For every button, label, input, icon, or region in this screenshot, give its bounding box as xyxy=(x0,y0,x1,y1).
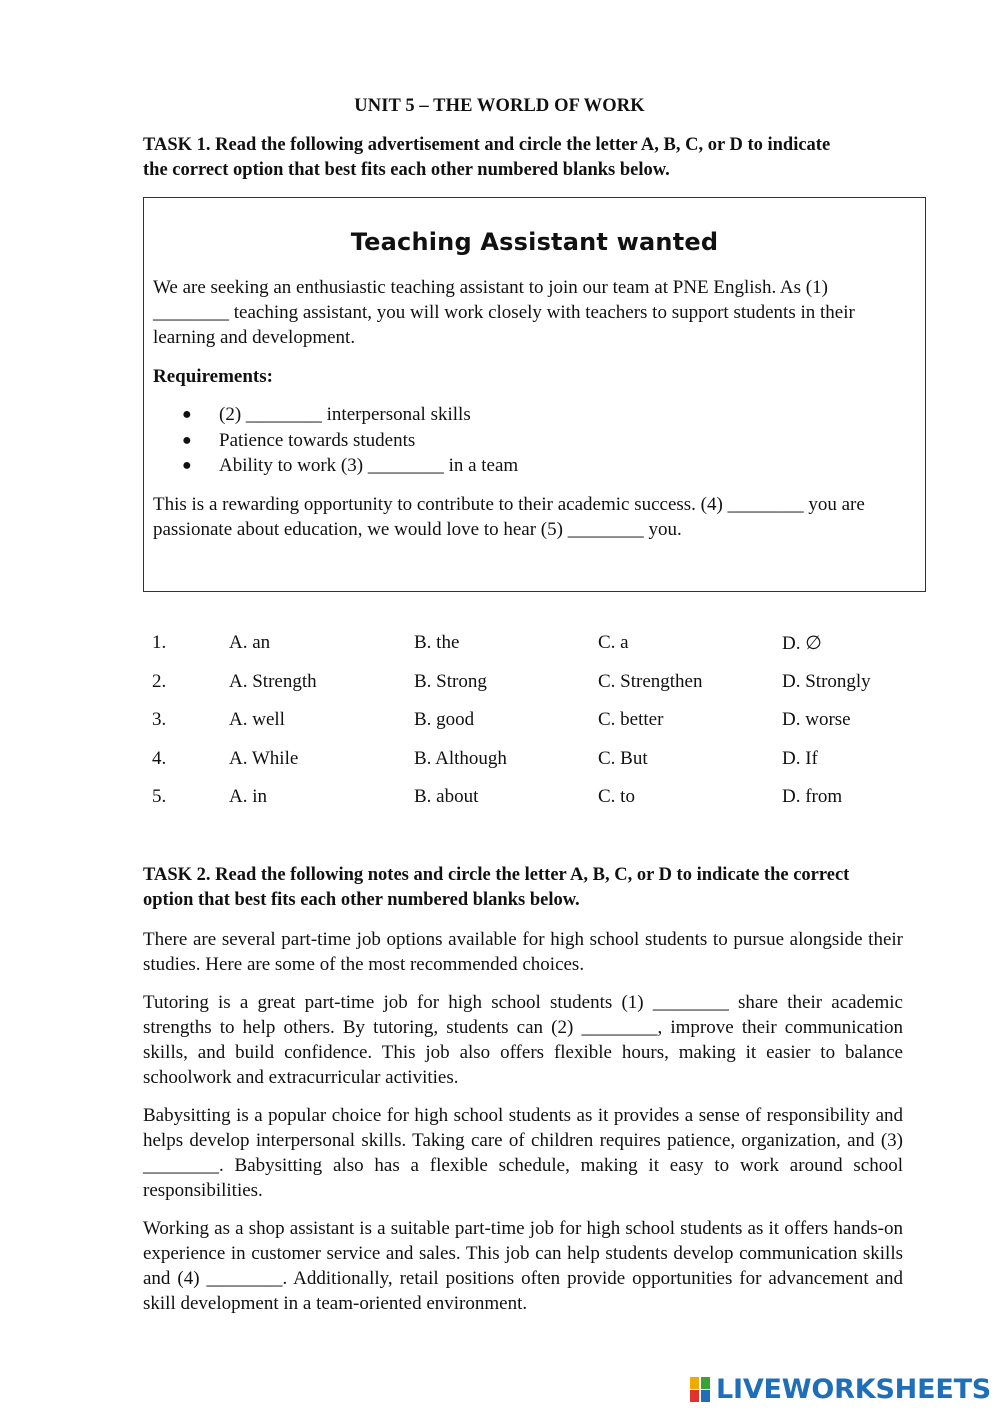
requirements-list xyxy=(174,402,518,479)
option-d[interactable]: D. from xyxy=(782,786,843,807)
question-number: 3. xyxy=(152,709,167,730)
option-c[interactable]: C. Strengthen xyxy=(598,670,703,692)
option-b[interactable]: B. Although xyxy=(414,747,507,769)
ad-closing xyxy=(153,492,908,542)
ad-closing-line: passionate about education, we would love to hear (5) ________ you. xyxy=(153,519,682,540)
option-b[interactable]: B. Strong xyxy=(414,670,487,692)
option-b[interactable]: B. about xyxy=(414,786,479,807)
option-b[interactable]: B. good xyxy=(414,709,475,730)
task2-heading-line1: TASK 2. Read the following notes and circle the letter A, B, C, or D to indicate the correct xyxy=(143,865,850,885)
task2-paragraph: Babysitting is a popular choice for high school students as it provides a sense of responsibility and helps develop interpersonal skills. Taking care of children requires patience, organization, and (3) ________. Babysitting also has a flexible schedule, making it easy to work around school responsibilities. xyxy=(143,1105,903,1201)
option-row xyxy=(152,709,912,748)
option-c[interactable]: C. But xyxy=(598,747,648,769)
logo-text: LIVEWORKSHEETS xyxy=(716,1373,992,1405)
ad-intro-line: We are seeking an enthusiastic teaching assistant to join our team at PNE English. As (1) xyxy=(153,277,828,298)
question-number: 4. xyxy=(152,747,167,769)
option-a[interactable]: A. in xyxy=(229,786,267,807)
option-d[interactable]: D. If xyxy=(782,747,818,769)
option-d[interactable]: D. ∅ xyxy=(782,633,822,654)
question-number: 5. xyxy=(152,786,167,807)
task2-paragraph: Working as a shop assistant is a suitable part-time job for high school students as it offers hands-on experience in customer service and sales. This job can help students develop communication skills and (4) ________. Additionally, retail positions often provide opportunities for advancement and skill development in a team-oriented environment. xyxy=(143,1218,903,1314)
ad-title: Teaching Assistant wanted xyxy=(350,228,719,256)
option-row xyxy=(152,632,912,671)
option-a[interactable]: A. well xyxy=(229,709,285,730)
option-c[interactable]: C. better xyxy=(598,709,664,730)
option-a[interactable]: A. While xyxy=(229,747,299,769)
question-number: 2. xyxy=(152,670,167,692)
liveworksheets-logo xyxy=(690,1372,991,1406)
task1-heading-line1: TASK 1. Read the following advertisement and circle the letter A, B, C, or D to indicate xyxy=(143,135,831,155)
option-row xyxy=(152,748,912,787)
task2-paragraph: There are several part-time job options available for high school students to pursue alongside their studies. Here are some of the most recommended choices. xyxy=(143,929,903,975)
liveworksheets-logo-icon xyxy=(690,1375,712,1403)
bullet-icon: ● xyxy=(182,431,192,449)
bullet-icon: ● xyxy=(182,457,192,474)
option-b[interactable]: B. the xyxy=(414,632,460,653)
advertisement-box xyxy=(143,197,926,592)
task2-heading xyxy=(143,863,908,913)
ad-intro xyxy=(153,275,908,350)
task2-heading-line2: option that best fits each other numbered blanks below. xyxy=(143,890,580,910)
ad-closing-line: This is a rewarding opportunity to contribute to their academic success. (4) ________ you are xyxy=(153,494,865,515)
option-a[interactable]: A. an xyxy=(229,632,271,653)
task1-options xyxy=(152,632,912,825)
ad-intro-line: learning and development. xyxy=(153,327,356,348)
option-c[interactable]: C. a xyxy=(598,632,629,653)
requirement-item: ● Ability to work (3) ________ in a team xyxy=(174,453,518,479)
option-d[interactable]: D. worse xyxy=(782,709,851,730)
task2-paragraph: Tutoring is a great part-time job for high school students (1) ________ share their academic strengths to help others. By tutoring, students can (2) ________, improve their communication skills, and build confidence. This job also offers flexible hours, making it easier to balance schoolwork and extracurricular activities. xyxy=(143,992,903,1088)
question-number: 1. xyxy=(152,632,167,653)
ad-intro-line: ________ teaching assistant, you will work closely with teachers to support students in their xyxy=(153,302,855,323)
option-row xyxy=(152,671,912,710)
task1-heading-line2: the correct option that best fits each other numbered blanks below. xyxy=(143,160,670,180)
option-row xyxy=(152,786,912,825)
option-a[interactable]: A. Strength xyxy=(229,670,317,692)
requirements-label: Requirements: xyxy=(153,366,273,387)
option-d[interactable]: D. Strongly xyxy=(782,670,871,692)
requirement-item: ● Patience towards students xyxy=(174,428,518,454)
option-c[interactable]: C. to xyxy=(598,786,635,807)
bullet-icon: ● xyxy=(182,406,192,423)
requirement-item: ● (2) ________ interpersonal skills xyxy=(174,402,518,428)
task1-heading xyxy=(143,133,908,183)
unit-title: UNIT 5 – THE WORLD OF WORK xyxy=(354,96,645,116)
